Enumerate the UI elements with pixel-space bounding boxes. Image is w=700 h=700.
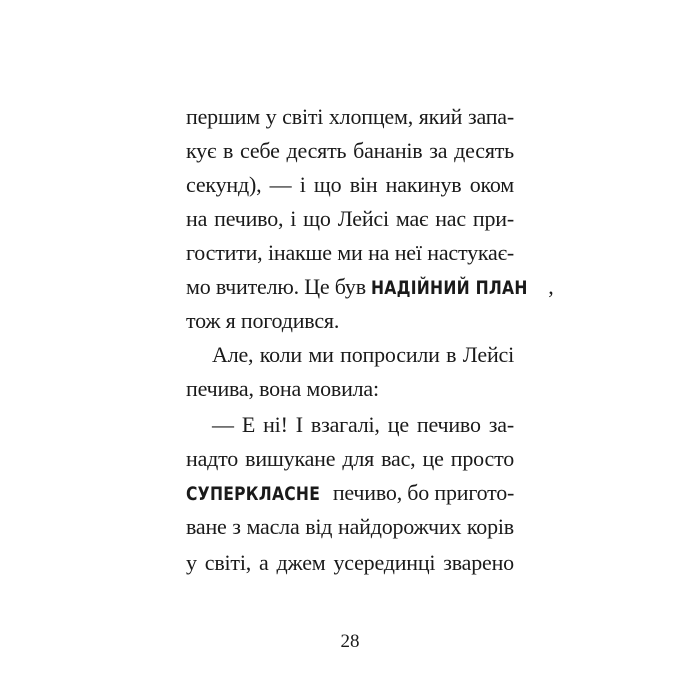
text-line: тож я погодився. — [186, 308, 340, 333]
text-segment: печиво, бо пригото- — [327, 480, 515, 505]
text-line: надто вишукане для вас, це просто — [186, 446, 514, 471]
text-line: ване з масла від найдорожчих корів — [186, 514, 514, 539]
text-line: секунд), — і що він накинув оком — [186, 172, 514, 197]
emphasized-phrase: НАДІЙНИЙ ПЛАН — [371, 277, 528, 299]
text-line: на печиво, і що Лейсі має нас при- — [186, 206, 514, 231]
text-line: гостити, інакше ми на неї настукає- — [186, 240, 514, 265]
text-line: печива, вона мовила: — [186, 376, 379, 401]
text-line: кує в себе десять бананів за десять — [186, 138, 514, 163]
text-line — [186, 476, 514, 510]
page-number: 28 — [340, 631, 360, 652]
text-segment: , — [548, 274, 554, 299]
emphasized-word: СУПЕРКЛАСНЕ — [186, 483, 321, 505]
text-line: першим у світі хлопцем, який запа- — [186, 104, 514, 129]
text-line: Але, коли ми попросили в Лейсі — [212, 342, 514, 367]
text-line: — Е ні! І взагалі, це печиво за- — [212, 412, 514, 437]
text-segment: мо вчителю. Це був — [186, 274, 366, 299]
text-line: у світі, а джем усерединці зварено — [186, 550, 514, 575]
text-line — [186, 270, 554, 304]
